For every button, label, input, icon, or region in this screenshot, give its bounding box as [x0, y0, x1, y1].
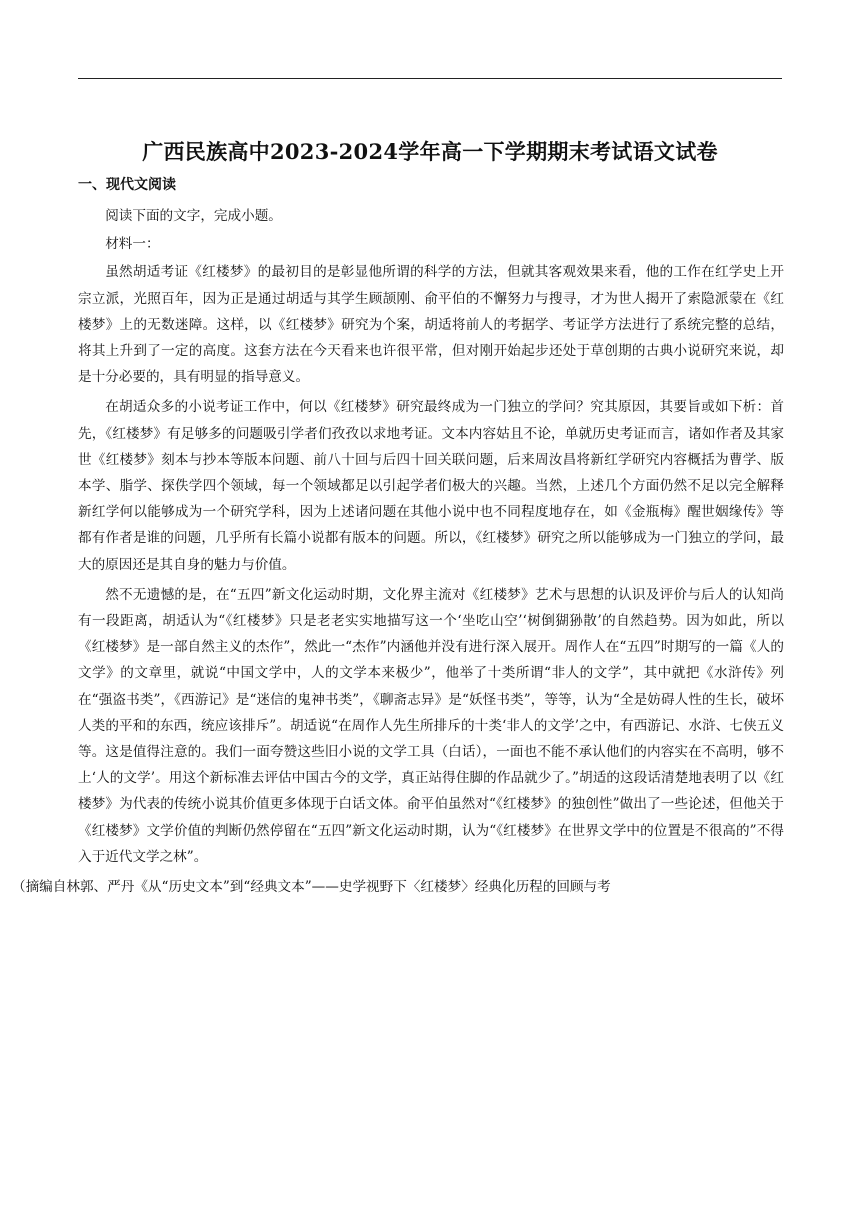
source-note: （摘编自林郭、严丹《从“历史文本”到“经典文本”——史学视野下〈红楼梦〉经典化历程的回顾与考: [12, 879, 611, 896]
passage-paragraph-1: 虽然胡适考证《红楼梦》的最初目的是彰显他所谓的科学的方法，但就其客观效果来看，他的工作在红学史上开宗立派，光照百年，因为正是通过胡适与其学生顾颉刚、俞平伯的不懈努力与搜寻，才为世人揭开了索隐派蒙在《红楼梦》上的无数迷障。这样，以《红楼梦》研究为个案，胡适将前人的考据学、考证学方法进行了系统完整的总结，将其上升到了一定的高度。这套方法在今天看来也许很平常，但对刚开始起步还处于草创期的古典小说研究来说，却是十分必要的，具有明显的指导意义。: [78, 264, 784, 386]
material-label: 材料一：: [105, 236, 160, 253]
instruction-text: 阅读下面的文字，完成小题。: [105, 208, 282, 224]
reading-passage: [12, 203, 784, 904]
passage-paragraph-3: 然不无遗憾的是，在“五四”新文化运动时期，文化界主流对《红楼梦》艺术与思想的认识及评价与后人的认知尚有一段距离，胡适认为“《红楼梦》只是老老实实地描写这一个‘坐吃山空’‘树倒猢狲散’的自然趋势。因为如此，所以《红楼梦》是一部自然主义的杰作”，然此一“杰作”内涵他并没有进行深入展开。周作人在“五四”时期写的一篇《人的文学》的文章里，就说“中国文学中，人的文学本来极少”，他举了十类所谓“非人的文学”，其中就把《水浒传》列在“强盗书类”，《西游记》是“迷信的鬼神书类”，《聊斋志异》是“妖怪书类”，等等，认为“全是妨碍人性的生长，破坏人类的平和的东西，统应该排斥”。胡适说“在周作人先生所排斥的十类‘非人的文学’之中，有西游记、水浒、七侠五义等。这是值得注意的。我们一面夸赞这些旧小说的文学工具（白话），一面也不能不承认他们的内容实在不高明，够不上‘人的文学’。用这个新标准去评估中国古今的文学，真正站得住脚的作品就少了。”胡适的这段话清楚地表明了以《红楼梦》为代表的传统小说其价值更多体现于白话文体。俞平伯虽然对“《红楼梦》的独创性”做出了一些论述，但他关于《红楼梦》文学价值的判断仍然停留在“五四”新文化运动时期，认为“《红楼梦》在世界文学中的位置是不很高的”不得入于近代文学之林”。: [78, 586, 784, 865]
page-title: 广西民族高中2023-2024学年高一下学期期末考试语文试卷: [142, 139, 718, 164]
section-heading: 一、现代文阅读: [78, 177, 176, 193]
header-rule: [78, 78, 782, 79]
passage-paragraph-2: 在胡适众多的小说考证工作中，何以《红楼梦》研究最终成为一门独立的学问？究其原因，其要旨或如下析：首先，《红楼梦》有足够多的问题吸引学者们孜孜以求地考证。文本内容姑且不论，单就历史考证而言，诸如作者及其家世《红楼梦》刻本与抄本等版本问题、前八十回与后四十回关联问题，后来周汝昌将新红学研究内容概括为曹学、版本学、脂学、探佚学四个领域，每一个领域都足以引起学者们极大的兴趣。当然，上述几个方面仍然不足以完全解释新红学何以能够成为一个研究学科，因为上述诸问题在其他小说中也不同程度地存在，如《金瓶梅》醒世姻缘传》等都有作者是谁的问题，几乎所有长篇小说都有版本的问题。所以，《红楼梦》研究之所以能够成为一门独立的学问，最大的原因还是其自身的魅力与价值。: [78, 399, 784, 573]
